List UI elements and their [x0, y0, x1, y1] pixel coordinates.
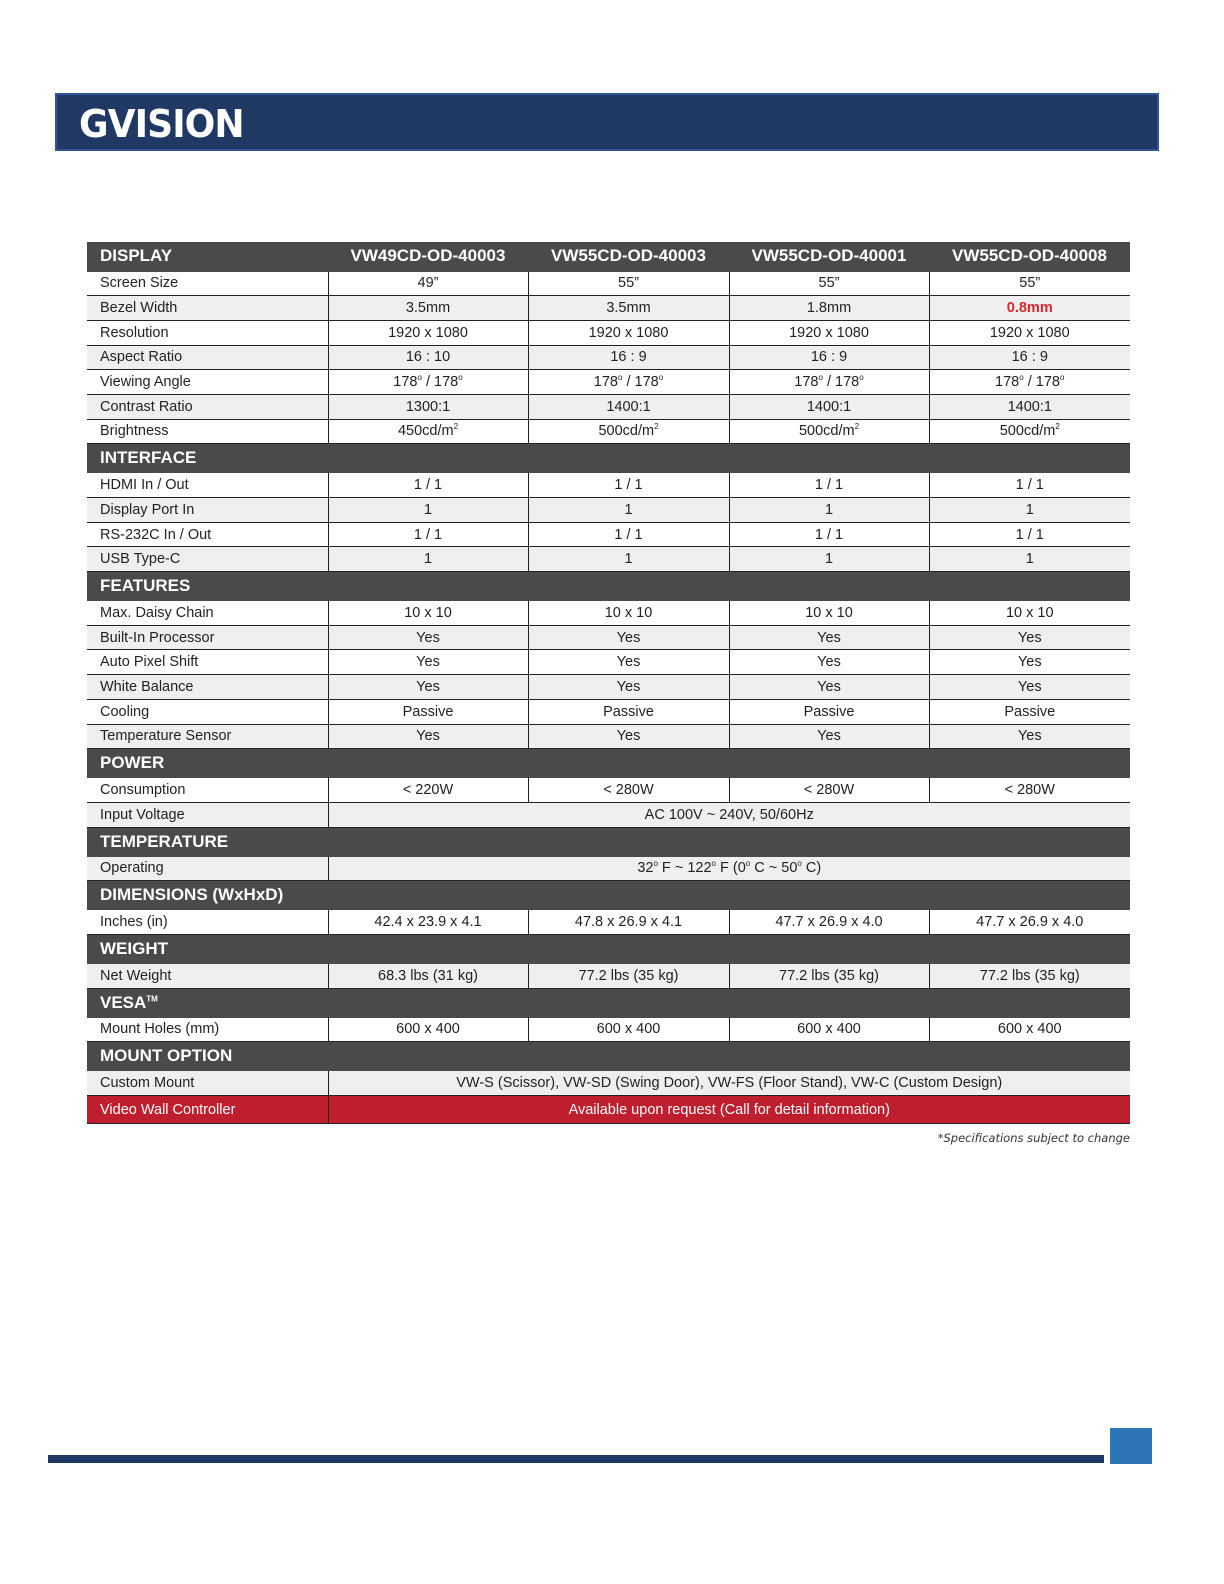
- cell: 1: [328, 498, 528, 523]
- merged-cell: VW-S (Scissor), VW-SD (Swing Door), VW-FS (Floor Stand), VW-C (Custom Design): [328, 1071, 1130, 1096]
- cell: 1 / 1: [328, 473, 528, 498]
- cell: Yes: [929, 724, 1130, 749]
- cell: 16 : 10: [328, 345, 528, 370]
- cell: Yes: [328, 625, 528, 650]
- table-row: [87, 675, 1130, 700]
- section-header-row: [87, 749, 1130, 778]
- cell: Yes: [729, 650, 929, 675]
- cell: 55”: [929, 271, 1130, 296]
- cell: < 280W: [929, 778, 1130, 803]
- table-row: [87, 963, 1130, 988]
- table-row: [87, 601, 1130, 626]
- merged-cell: Available upon request (Call for detail information): [328, 1096, 1130, 1124]
- cell: 1 / 1: [929, 473, 1130, 498]
- table-row: [87, 345, 1130, 370]
- cell: Yes: [729, 724, 929, 749]
- section-header-row: [87, 444, 1130, 473]
- cell: Passive: [729, 699, 929, 724]
- cell: 1: [528, 498, 729, 523]
- cell: Passive: [528, 699, 729, 724]
- table-row: [87, 419, 1130, 444]
- section-header-row: [87, 881, 1130, 910]
- cell: Yes: [729, 675, 929, 700]
- page-header: [55, 93, 1159, 151]
- spec-table: [87, 242, 1130, 1124]
- table-row: [87, 856, 1130, 881]
- cell: 47.7 x 26.9 x 4.0: [729, 910, 929, 935]
- row-label: Resolution: [87, 320, 328, 345]
- section-header-row: [87, 827, 1130, 856]
- cell: Yes: [328, 650, 528, 675]
- row-label: Contrast Ratio: [87, 394, 328, 419]
- row-label: Temperature Sensor: [87, 724, 328, 749]
- cell: 178$^o$ / 178$^o$: [929, 370, 1130, 395]
- merged-cell: AC 100V ~ 240V, 50/60Hz: [328, 802, 1130, 827]
- footnote: *Specifications subject to change: [937, 1131, 1130, 1145]
- section-header-row: [87, 988, 1130, 1017]
- cell: < 220W: [328, 778, 528, 803]
- cell: 1920 x 1080: [929, 320, 1130, 345]
- cell: 55”: [528, 271, 729, 296]
- cell: $500cd/m^2$: [929, 419, 1130, 444]
- cell: 1920 x 1080: [528, 320, 729, 345]
- row-label: Input Voltage: [87, 802, 328, 827]
- section-vesa: VESA™: [87, 988, 1130, 1017]
- cell: 1400:1: [729, 394, 929, 419]
- cell: 1 / 1: [528, 473, 729, 498]
- cell: 1920 x 1080: [328, 320, 528, 345]
- cell: Yes: [929, 675, 1130, 700]
- model-column-header: VW49CD-OD-40003: [328, 242, 528, 271]
- model-column-header: VW55CD-OD-40003: [528, 242, 729, 271]
- section-header-row: [87, 934, 1130, 963]
- table-row-highlight: [87, 1096, 1130, 1124]
- table-row: [87, 271, 1130, 296]
- cell: Yes: [528, 724, 729, 749]
- cell: 1920 x 1080: [729, 320, 929, 345]
- table-row: [87, 699, 1130, 724]
- cell: 49”: [328, 271, 528, 296]
- cell: 3.5mm: [328, 296, 528, 321]
- cell: Yes: [528, 650, 729, 675]
- table-row: [87, 650, 1130, 675]
- section-display: DISPLAY: [87, 242, 328, 271]
- row-label: Operating: [87, 856, 328, 881]
- table-row: [87, 547, 1130, 572]
- table-row: [87, 1071, 1130, 1096]
- cell: 47.7 x 26.9 x 4.0: [929, 910, 1130, 935]
- row-label: Bezel Width: [87, 296, 328, 321]
- row-label: White Balance: [87, 675, 328, 700]
- cell: 16 : 9: [729, 345, 929, 370]
- cell: 178$^o$ / 178$^o$: [528, 370, 729, 395]
- cell: 1.8mm: [729, 296, 929, 321]
- cell: 178$^o$ / 178$^o$: [729, 370, 929, 395]
- cell: Yes: [328, 675, 528, 700]
- merged-cell: 32$^o$ F ~ 122$^o$ F (0$^o$ C ~ 50$^o$ C): [328, 856, 1130, 881]
- cell: 1 / 1: [528, 522, 729, 547]
- table-row: [87, 778, 1130, 803]
- cell: 10 x 10: [528, 601, 729, 626]
- cell: 47.8 x 26.9 x 4.1: [528, 910, 729, 935]
- cell: 10 x 10: [729, 601, 929, 626]
- table-row: [87, 394, 1130, 419]
- section-temperature: TEMPERATURE: [87, 827, 1130, 856]
- row-label: HDMI In / Out: [87, 473, 328, 498]
- section-mount-option: MOUNT OPTION: [87, 1042, 1130, 1071]
- row-label: Net Weight: [87, 963, 328, 988]
- cell: < 280W: [528, 778, 729, 803]
- cell: 1: [729, 498, 929, 523]
- cell: $500cd/m^2$: [729, 419, 929, 444]
- table-row: [87, 473, 1130, 498]
- cell: Yes: [929, 650, 1130, 675]
- table-row: [87, 1017, 1130, 1042]
- table-row: [87, 910, 1130, 935]
- model-column-header: VW55CD-OD-40008: [929, 242, 1130, 271]
- section-interface: INTERFACE: [87, 444, 1130, 473]
- cell: 77.2 lbs (35 kg): [528, 963, 729, 988]
- row-label: Video Wall Controller: [87, 1096, 328, 1124]
- cell: 1 / 1: [929, 522, 1130, 547]
- cell: 600 x 400: [328, 1017, 528, 1042]
- cell: $450cd/m^2$: [328, 419, 528, 444]
- cell: 1: [729, 547, 929, 572]
- table-row: [87, 802, 1130, 827]
- row-label: Built-In Processor: [87, 625, 328, 650]
- cell: < 280W: [729, 778, 929, 803]
- cell: Yes: [528, 625, 729, 650]
- cell: 77.2 lbs (35 kg): [929, 963, 1130, 988]
- cell: 1300:1: [328, 394, 528, 419]
- section-header-row: [87, 1042, 1130, 1071]
- row-label: Max. Daisy Chain: [87, 601, 328, 626]
- row-label: Inches (in): [87, 910, 328, 935]
- cell: 68.3 lbs (31 kg): [328, 963, 528, 988]
- row-label: Screen Size: [87, 271, 328, 296]
- cell: Yes: [528, 675, 729, 700]
- row-label: Consumption: [87, 778, 328, 803]
- cell: 600 x 400: [729, 1017, 929, 1042]
- gvision-logo: GVISION: [79, 102, 244, 146]
- cell: 1: [929, 498, 1130, 523]
- section-weight: WEIGHT: [87, 934, 1130, 963]
- row-label: Cooling: [87, 699, 328, 724]
- table-row: [87, 625, 1130, 650]
- cell: 178$^o$ / 178$^o$: [328, 370, 528, 395]
- cell: 3.5mm: [528, 296, 729, 321]
- cell: 1: [929, 547, 1130, 572]
- section-features: FEATURES: [87, 572, 1130, 601]
- table-header-row: [87, 242, 1130, 271]
- cell: 1 / 1: [328, 522, 528, 547]
- cell: Yes: [729, 625, 929, 650]
- row-label: Brightness: [87, 419, 328, 444]
- cell: 1: [528, 547, 729, 572]
- section-header-row: [87, 572, 1130, 601]
- cell: 600 x 400: [528, 1017, 729, 1042]
- table-row: [87, 498, 1130, 523]
- table-row: [87, 370, 1130, 395]
- cell: Yes: [328, 724, 528, 749]
- row-label: Auto Pixel Shift: [87, 650, 328, 675]
- table-row: [87, 296, 1130, 321]
- cell: 16 : 9: [929, 345, 1130, 370]
- highlight-cell: 0.8mm: [929, 296, 1130, 321]
- cell: 1 / 1: [729, 473, 929, 498]
- row-label: Custom Mount: [87, 1071, 328, 1096]
- cell: Passive: [328, 699, 528, 724]
- table-row: [87, 320, 1130, 345]
- cell: 55”: [729, 271, 929, 296]
- page-marker: [1110, 1428, 1152, 1464]
- cell: 16 : 9: [528, 345, 729, 370]
- cell: 42.4 x 23.9 x 4.1: [328, 910, 528, 935]
- model-column-header: VW55CD-OD-40001: [729, 242, 929, 271]
- cell: 10 x 10: [328, 601, 528, 626]
- row-label: USB Type-C: [87, 547, 328, 572]
- cell: 1400:1: [528, 394, 729, 419]
- row-label: Viewing Angle: [87, 370, 328, 395]
- cell: 1 / 1: [729, 522, 929, 547]
- row-label: Mount Holes (mm): [87, 1017, 328, 1042]
- cell: 600 x 400: [929, 1017, 1130, 1042]
- section-power: POWER: [87, 749, 1130, 778]
- cell: 77.2 lbs (35 kg): [729, 963, 929, 988]
- cell: 10 x 10: [929, 601, 1130, 626]
- table-row: [87, 724, 1130, 749]
- row-label: RS-232C In / Out: [87, 522, 328, 547]
- section-dimensions: DIMENSIONS (WxHxD): [87, 881, 1130, 910]
- cell: Yes: [929, 625, 1130, 650]
- row-label: Aspect Ratio: [87, 345, 328, 370]
- cell: 1400:1: [929, 394, 1130, 419]
- cell: Passive: [929, 699, 1130, 724]
- footer-bar: [48, 1455, 1104, 1463]
- table-row: [87, 522, 1130, 547]
- row-label: Display Port In: [87, 498, 328, 523]
- cell: $500cd/m^2$: [528, 419, 729, 444]
- cell: 1: [328, 547, 528, 572]
